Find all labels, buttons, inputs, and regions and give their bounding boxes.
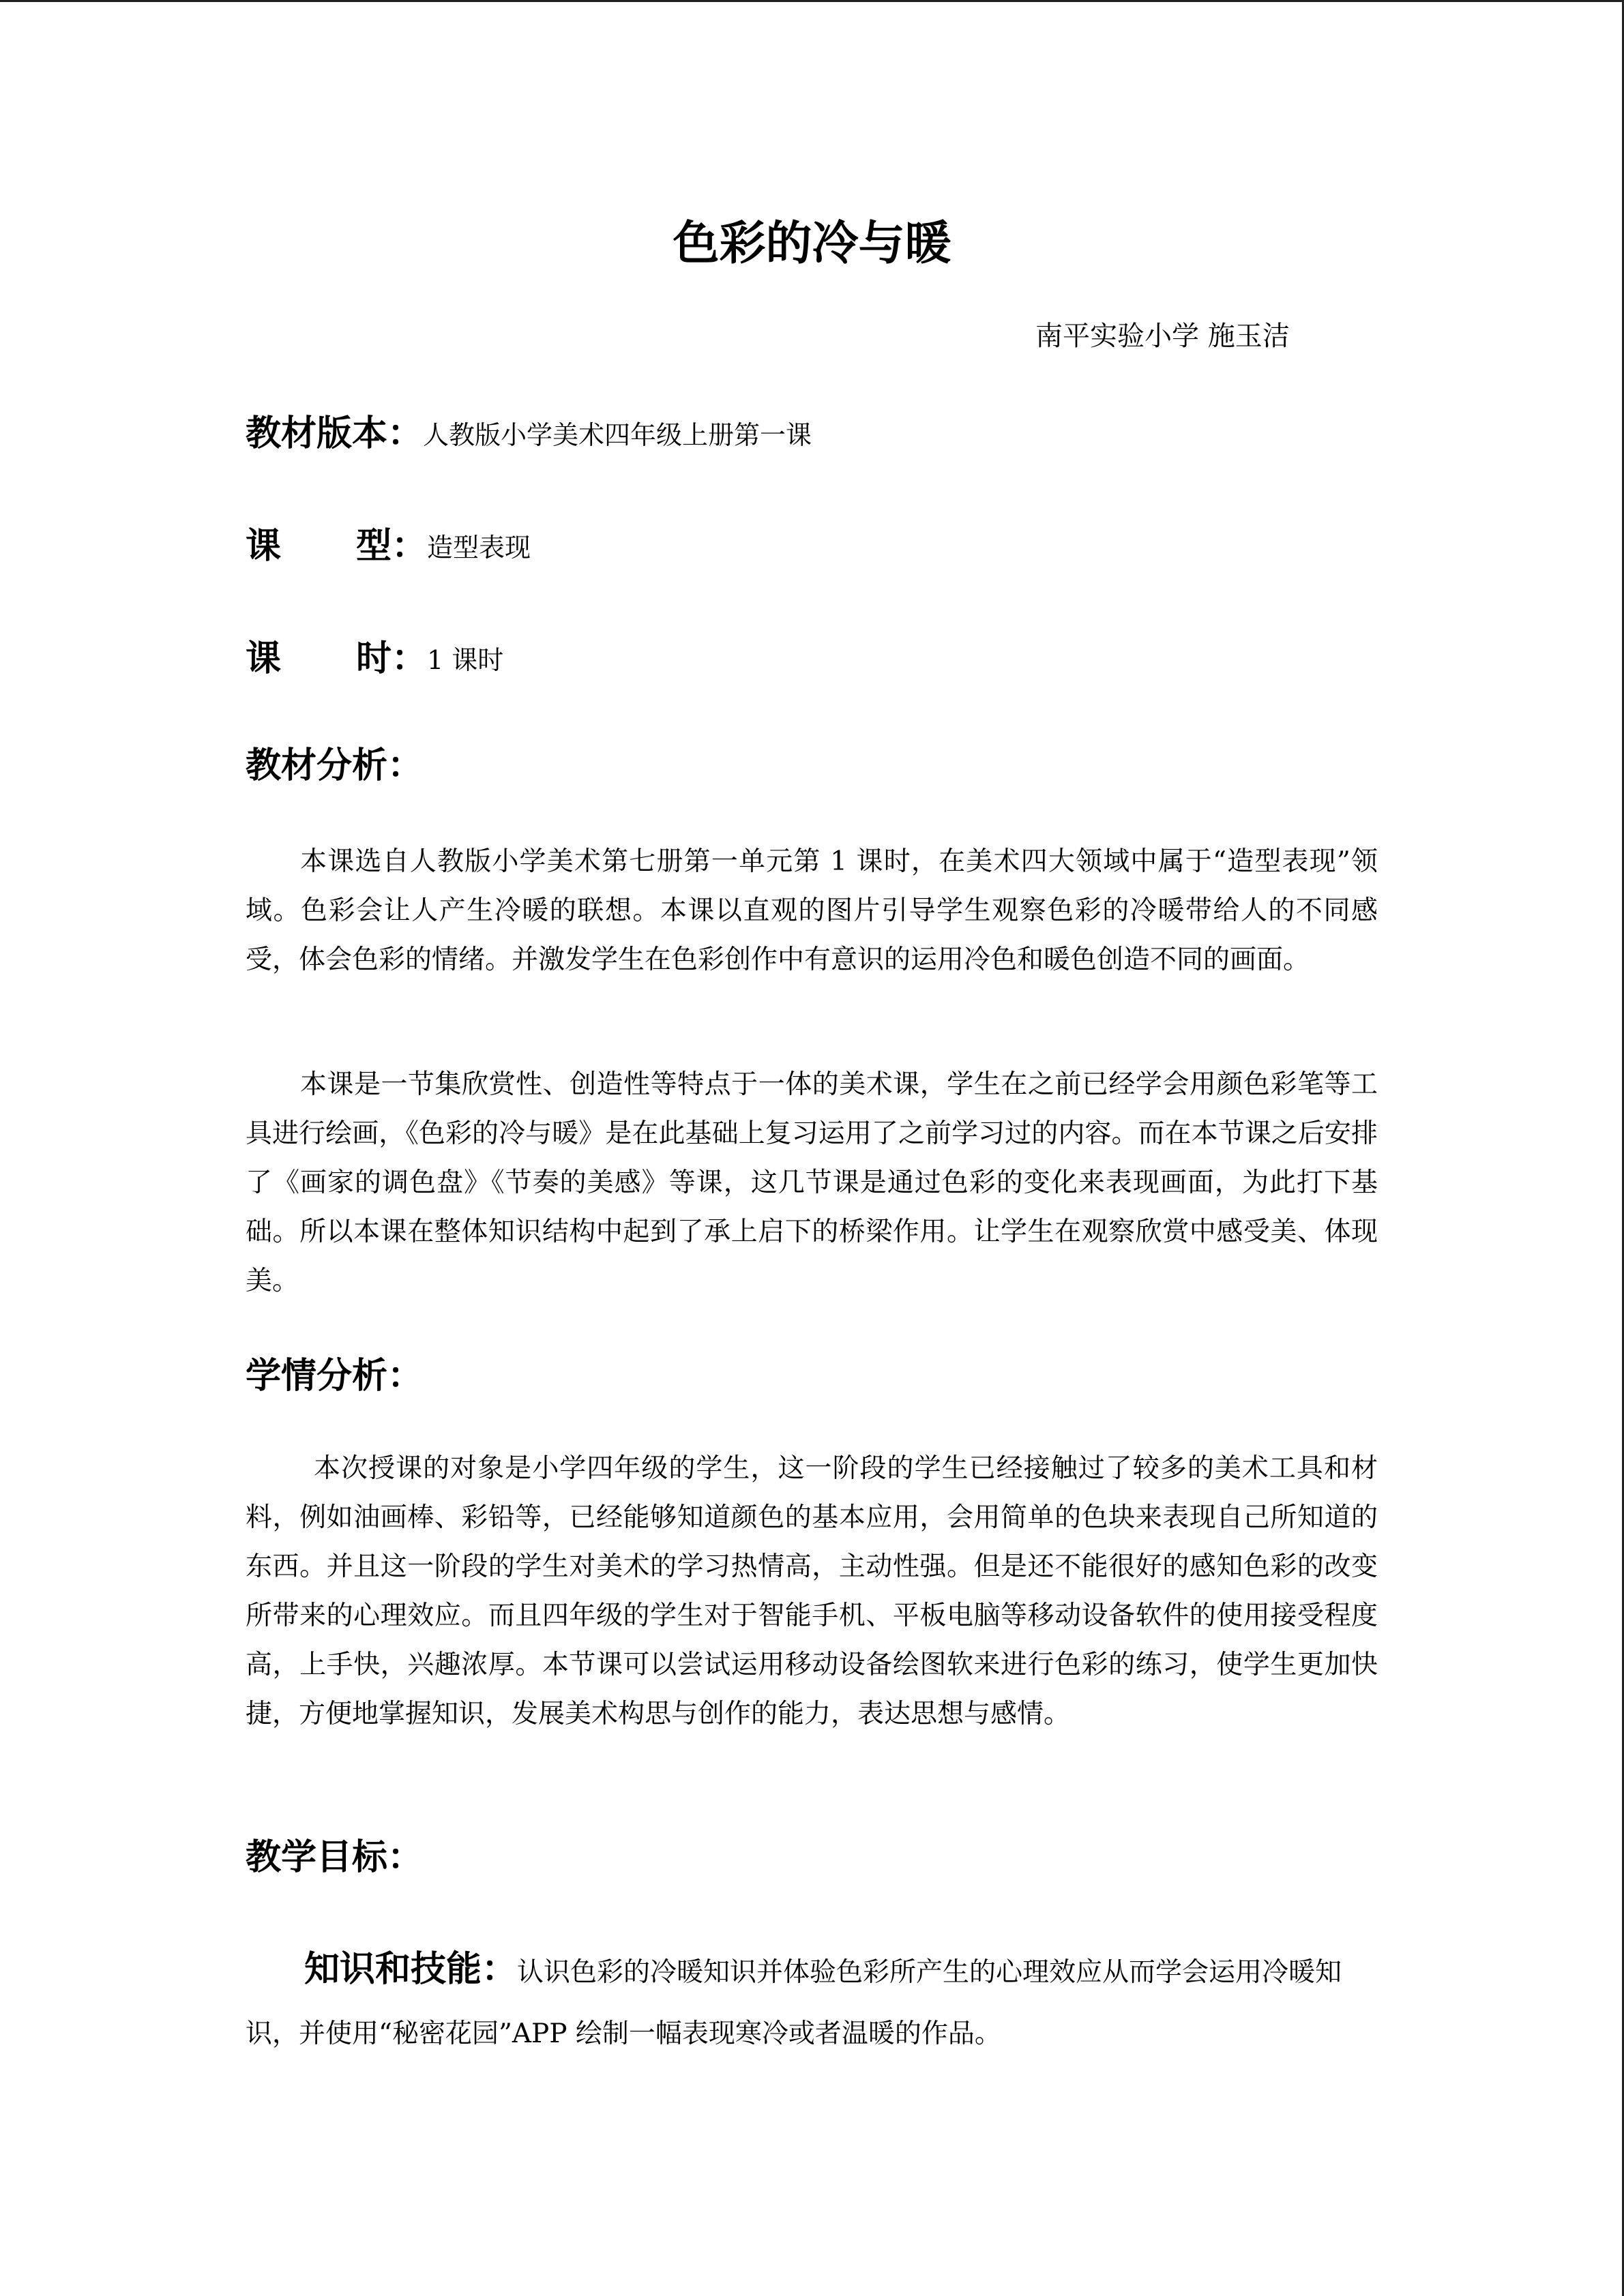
heading-material-analysis: 教材分析：: [246, 745, 424, 786]
heading-objectives: 教学目标：: [246, 1837, 424, 1878]
material-analysis-paragraph-1: 本课选自人教版小学美术第七册第一单元第 1 课时，在美术四大领域中属于“造型表现”领域。色彩会让人产生冷暖的联想。本课以直观的图片引导学生观察色彩的冷暖带给人的不同感受，体会色彩的情绪。并激发学生在色彩创作中有意识的运用冷色和暖色创造不同的画面。: [246, 846, 1378, 975]
meta-type-label-2: 型：: [356, 526, 428, 567]
heading-student-analysis: 学情分析：: [246, 1356, 424, 1397]
meta-hours-label-2: 时：: [356, 638, 428, 679]
author-line: 南平实验小学 施玉洁: [1035, 320, 1290, 352]
objective-knowledge: [246, 1939, 1378, 2065]
page-title: 色彩的冷与暖: [673, 217, 951, 271]
material-analysis-paragraph-2: 本课是一节集欣赏性、创造性等特点于一体的美术课，学生在之前已经学会用颜色彩笔等工具进行绘画，《色彩的冷与暖》是在此基础上复习运用了之前学习过的内容。而在本节课之后安排了《画家的调色盘》《节奏的美感》等课，这几节课是通过色彩的变化来表现画面，为此打下基础。所以本课在整体知识结构中起到了承上启下的桥梁作用。让学生在观察欣赏中感受美、体现美。: [246, 1069, 1378, 1296]
objective-knowledge-label: 知识和技能：: [304, 1949, 518, 1990]
meta-hours-value: 1 课时: [427, 645, 504, 675]
student-analysis-paragraph: 本次授课的对象是小学四年级的学生，这一阶段的学生已经接触过了较多的美术工具和材料，例如油画棒、彩铅等，已经能够知道颜色的基本应用，会用简单的色块来表现自己所知道的东西。并且这一阶段的学生对美术的学习热情高，主动性强。但是还不能很好的感知色彩的改变所带来的心理效应。而且四年级的学生对于智能手机、平板电脑等移动设备软件的使用接受程度高，上手快，兴趣浓厚。本节课可以尝试运用移动设备绘图软来进行色彩的练习，使学生更加快捷，方便地掌握知识，发展美术构思与创作的能力，表达思想与感情。: [246, 1453, 1378, 1729]
meta-edition: [246, 410, 812, 466]
meta-hours-label-1: 课: [246, 638, 282, 679]
meta-type: [246, 522, 531, 578]
meta-edition-label: 教材版本：: [246, 413, 424, 454]
meta-type-label-1: 课: [246, 526, 282, 567]
meta-edition-value: 人教版小学美术四年级上册第一课: [423, 420, 812, 450]
objective-knowledge-text: 认识色彩的冷暖知识并体验色彩所产生的心理效应从而学会运用冷暖知识，并使用“秘密花园”APP 绘制一幅表现寒冷或者温暖的作品。: [246, 1957, 1342, 2049]
meta-type-value: 造型表现: [427, 533, 531, 563]
meta-hours: [246, 635, 503, 691]
